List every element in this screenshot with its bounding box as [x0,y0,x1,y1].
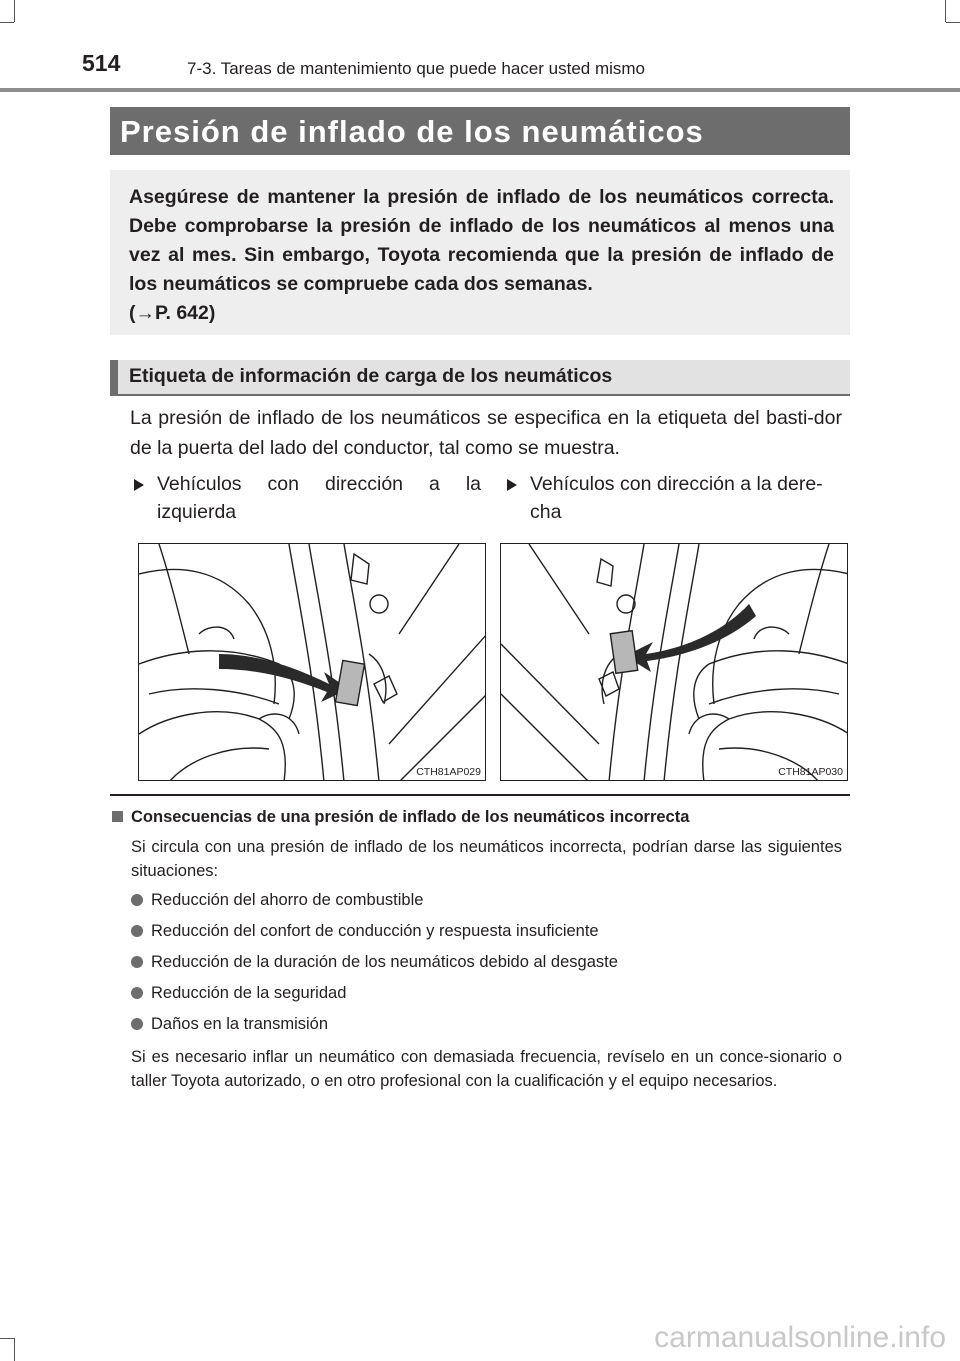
crop-mark [0,1338,14,1339]
round-bullet-icon [131,894,143,906]
figure-left-code: CTH81AP029 [416,766,481,778]
consequences-closing: Si es necesario inflar un neumático con demasiada frecuencia, revíselo en un conce-sionario o taller Toyota autorizado, o en otro profesional con la cualificación y el equipo necesarios. [131,1048,842,1090]
crop-mark [946,22,960,23]
page-reference-link[interactable]: (→P. 642) [129,302,216,324]
page-title: Presión de inflado de los neumáticos [110,107,850,155]
intro-box [110,170,850,335]
figure-left-door-label [138,543,486,781]
figure-right-code: CTH81AP030 [778,766,843,778]
chapter-title: 7-3. Tareas de mantenimiento que puede hacer usted mismo [187,59,646,78]
variant-right-label [530,470,842,526]
watermark: carmanualsonline.info [654,1321,946,1354]
consequences-heading-text: Consecuencias de una presión de inflado de los neumáticos incorrecta [131,808,690,826]
round-bullet-icon [131,956,143,968]
list-item: Reducción de la duración de los neumáticos debido al desgaste [131,953,618,972]
variant-left-line2: izquierda [157,501,237,523]
intro-text: Asegúrese de mantener la presión de inflado de los neumáticos correcta. Debe comprobarse la presión de inflado de los neumáticos al menos una vez al mes. Sin embargo, Toyota recomienda que la presión de inflado de los neumáticos se compruebe cada dos semanas. [129,186,834,295]
door-frame-illustration-left [139,544,486,781]
crop-mark [945,0,946,22]
section-heading: Etiqueta de información de carga de los neumáticos [110,360,850,394]
variant-right-text: Vehículos con dirección a la dere-cha [530,473,823,523]
section-paragraph: La presión de inflado de los neumáticos se especifica en la etiqueta del basti-dor de la puerta del lado del conductor, tal como se muestra. [130,407,842,459]
crop-mark [0,22,14,23]
list-item: Reducción del confort de conducción y respuesta insuficiente [131,922,599,941]
square-bullet-icon [112,811,123,822]
door-frame-illustration-right [501,544,848,781]
list-item: Reducción de la seguridad [131,984,346,1003]
consequences-intro: Si circula con una presión de inflado de los neumáticos incorrecta, podrían darse las siguientes situaciones: [131,838,842,880]
round-bullet-icon [131,1018,143,1030]
list-item: Reducción del ahorro de combustible [131,891,423,910]
round-bullet-icon [131,987,143,999]
crop-mark [14,0,15,22]
triangle-bullet-icon [507,479,517,491]
variant-left-line1: Vehículos con dirección a la [157,473,481,495]
triangle-bullet-icon [134,479,144,491]
section-divider [110,794,850,796]
crop-mark [14,1338,15,1361]
figure-right-door-label [500,543,848,781]
page-number: 514 [82,50,121,76]
consequences-heading [112,808,689,827]
round-bullet-icon [131,925,143,937]
variant-left-label [157,470,481,526]
list-item: Daños en la transmisión [131,1015,328,1034]
header-rule [0,88,960,92]
